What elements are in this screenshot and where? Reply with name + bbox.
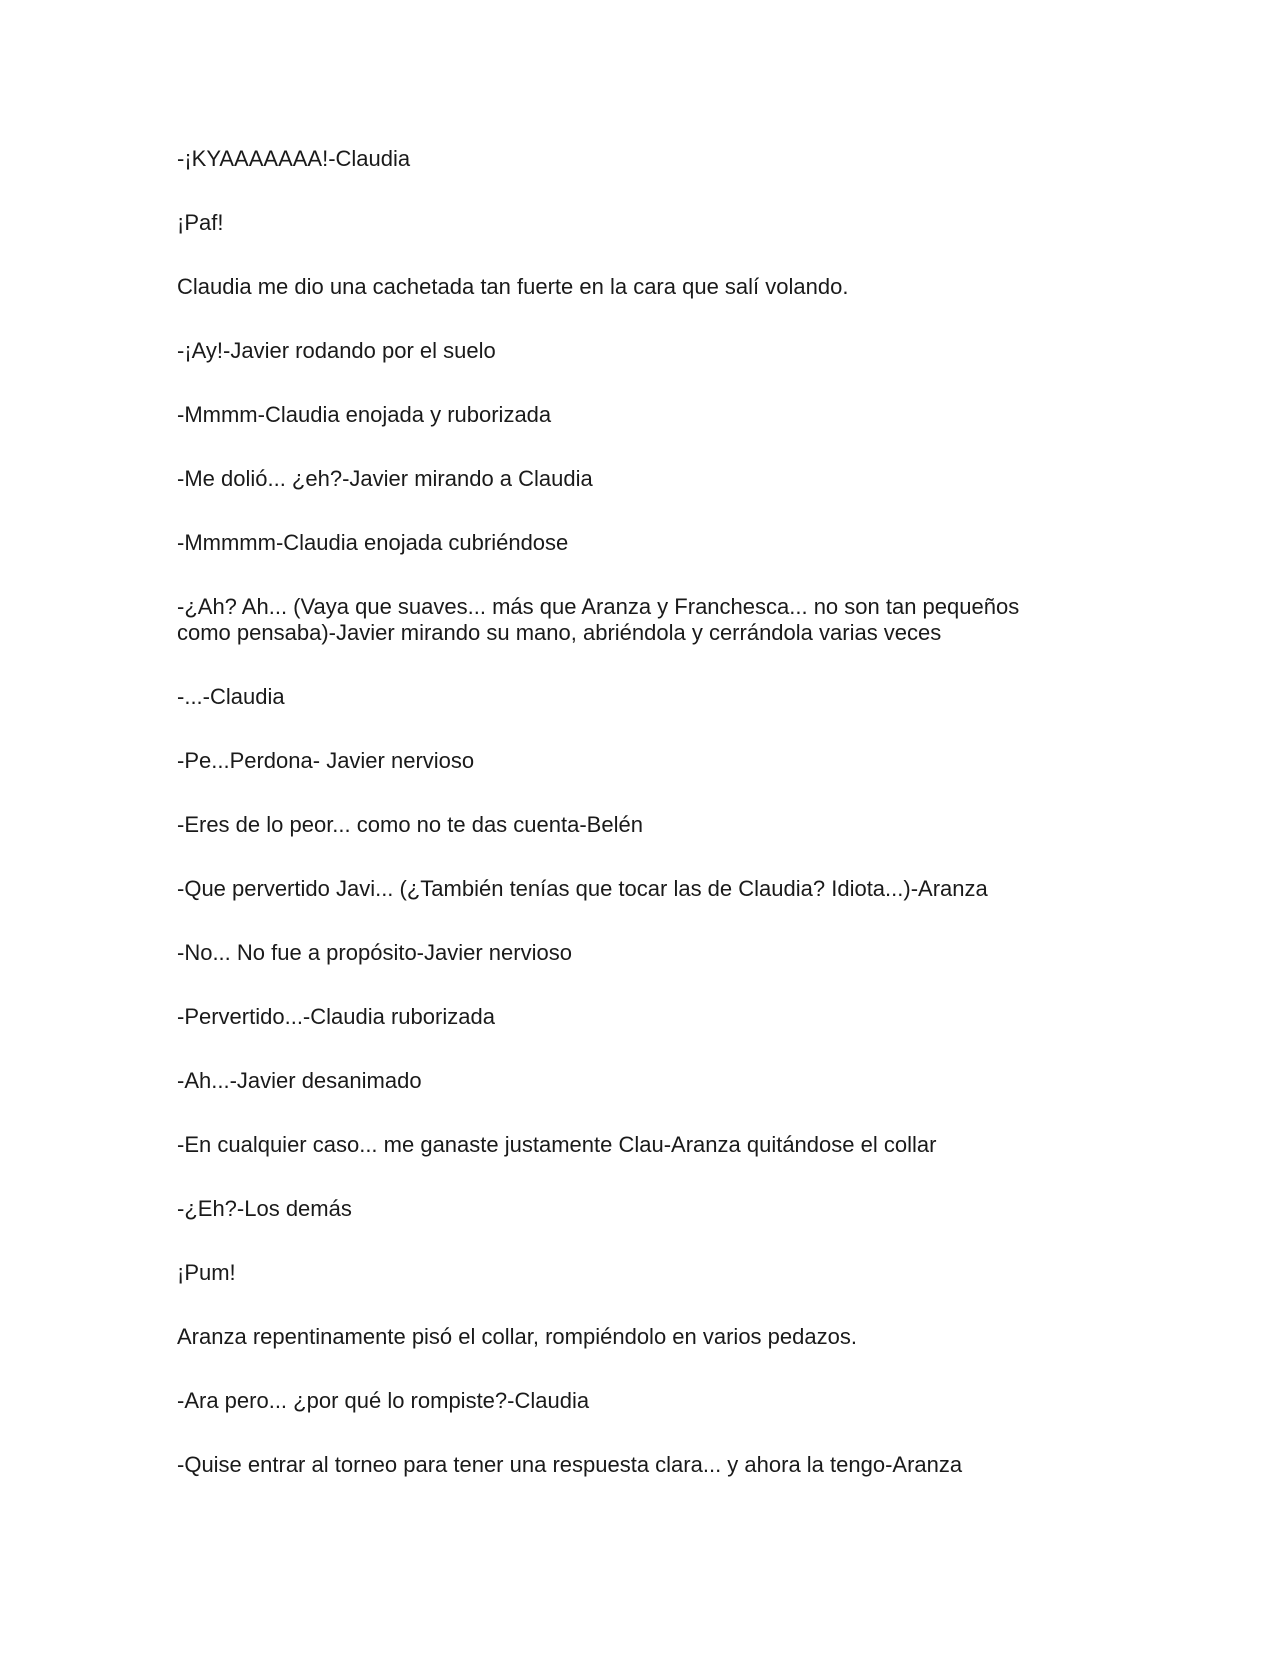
paragraph: -Mmmm-Claudia enojada y ruborizada — [177, 402, 552, 427]
paragraph: -Me dolió... ¿eh?-Javier mirando a Claudia — [177, 466, 593, 491]
paragraph: -Pe...Perdona- Javier nervioso — [177, 748, 475, 773]
paragraph: -Ara pero... ¿por qué lo rompiste?-Claudia — [177, 1388, 590, 1413]
paragraph: ¡Paf! — [177, 210, 224, 235]
document-body — [177, 146, 1077, 1516]
paragraph: -¡Ay!-Javier rodando por el suelo — [177, 338, 496, 363]
paragraph: -Mmmmm-Claudia enojada cubriéndose — [177, 530, 569, 555]
paragraph: -No... No fue a propósito-Javier nervioso — [177, 940, 572, 965]
paragraph: -Que pervertido Javi... (¿También tenías que tocar las de Claudia? Idiota...)-Aranza — [177, 876, 988, 901]
paragraph: -Ah...-Javier desanimado — [177, 1068, 422, 1093]
paragraph: -Eres de lo peor... como no te das cuenta-Belén — [177, 812, 643, 837]
paragraph: -En cualquier caso... me ganaste justamente Clau-Aranza quitándose el collar — [177, 1132, 937, 1157]
paragraph: -¿Eh?-Los demás — [177, 1196, 352, 1221]
paragraph: ¡Pum! — [177, 1260, 236, 1285]
paragraph: -¿Ah? Ah... (Vaya que suaves... más que Aranza y Franchesca... no son tan pequeños como pensaba)-Javier mirando su mano, abriéndola y cerrándola varias veces — [177, 594, 1020, 645]
paragraph: -¡KYAAAAAAA!-Claudia — [177, 146, 411, 171]
paragraph: -...-Claudia — [177, 684, 285, 709]
paragraph: -Quise entrar al torneo para tener una respuesta clara... y ahora la tengo-Aranza — [177, 1452, 963, 1477]
paragraph: Claudia me dio una cachetada tan fuerte en la cara que salí volando. — [177, 274, 849, 299]
paragraph: -Pervertido...-Claudia ruborizada — [177, 1004, 495, 1029]
paragraph: Aranza repentinamente pisó el collar, rompiéndolo en varios pedazos. — [177, 1324, 857, 1349]
